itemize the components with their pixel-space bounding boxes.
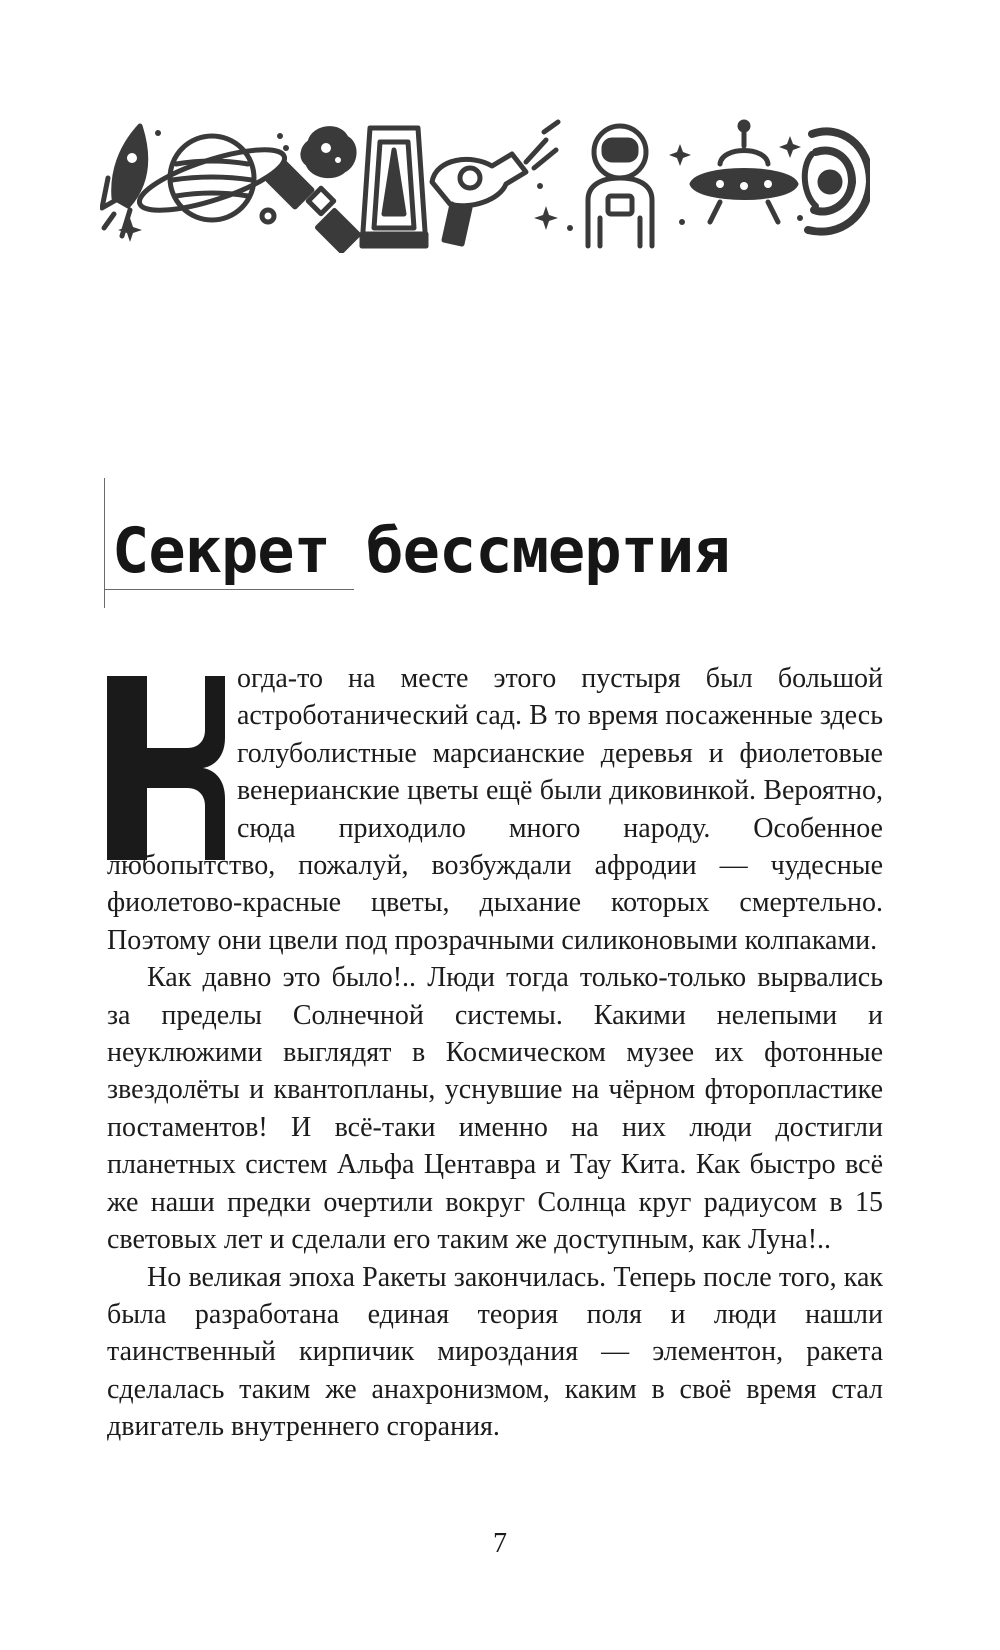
- star-icon: [669, 144, 691, 166]
- paragraph-1-text: огда-то на месте этого пустыря был большой астроботанический сад. В то время посаженные здесь голуболистные марсианские деревья и фиолетовые венерианские цветы ещё были диковинкой. Вероятно, сюда приходило много народу. Особенное любопытство, пожалуй, возбуждали афродии — чудесные фиолетово-красные цветы, дыхание которых смертельно. Поэтому они цвели под прозрачными силиконовыми колпаками.: [107, 663, 883, 956]
- asteroid-icon: [303, 129, 354, 176]
- space-icons-header: [100, 118, 870, 253]
- dot-icon: [155, 130, 161, 136]
- paragraph-1: [107, 660, 883, 959]
- spiral-galaxy-icon: [805, 131, 870, 231]
- astronaut-icon: [588, 126, 652, 246]
- drop-cap-space: [107, 660, 237, 880]
- chapter-title: Секрет бессмертия: [112, 514, 730, 587]
- paragraph-2: Как давно это было!.. Люди тогда только-только вырвались за пределы Солнечной системы. Какими нелепыми и неуклюжими выглядят в Космическом музее их фотонные звездолёты и квантопланы, уснувшие на чёрном фторопластике постаментов! И всё-таки именно на них люди достигли планетных систем Альфа Центавра и Тау Кита. Как быстро всё же наши предки очертили вокруг Солнца круг радиусом в 15 световых лет и сделали его таким же доступным, как Луна!..: [107, 962, 883, 1256]
- sparkle-icon-2: [534, 206, 558, 230]
- satellite-icon: [268, 163, 358, 251]
- telescope-icon: [362, 128, 426, 246]
- rocket-icon: [102, 126, 146, 236]
- ray-gun-icon: [432, 122, 558, 244]
- ufo-icon: [692, 122, 796, 222]
- ring-dot-icon: [262, 210, 274, 222]
- title-underline-rule: [104, 589, 354, 590]
- paragraph-3: Но великая эпоха Ракеты закончилась. Теперь после того, как была разработана единая теория поля и люди нашли таинственный кирпичик мироздания — элементон, ракета сделалась таким же анахронизмом, каким в своё время стал двигатель внутреннего сгорания.: [107, 1261, 883, 1443]
- chapter-body: [107, 660, 883, 1446]
- page-number: 7: [493, 1528, 507, 1559]
